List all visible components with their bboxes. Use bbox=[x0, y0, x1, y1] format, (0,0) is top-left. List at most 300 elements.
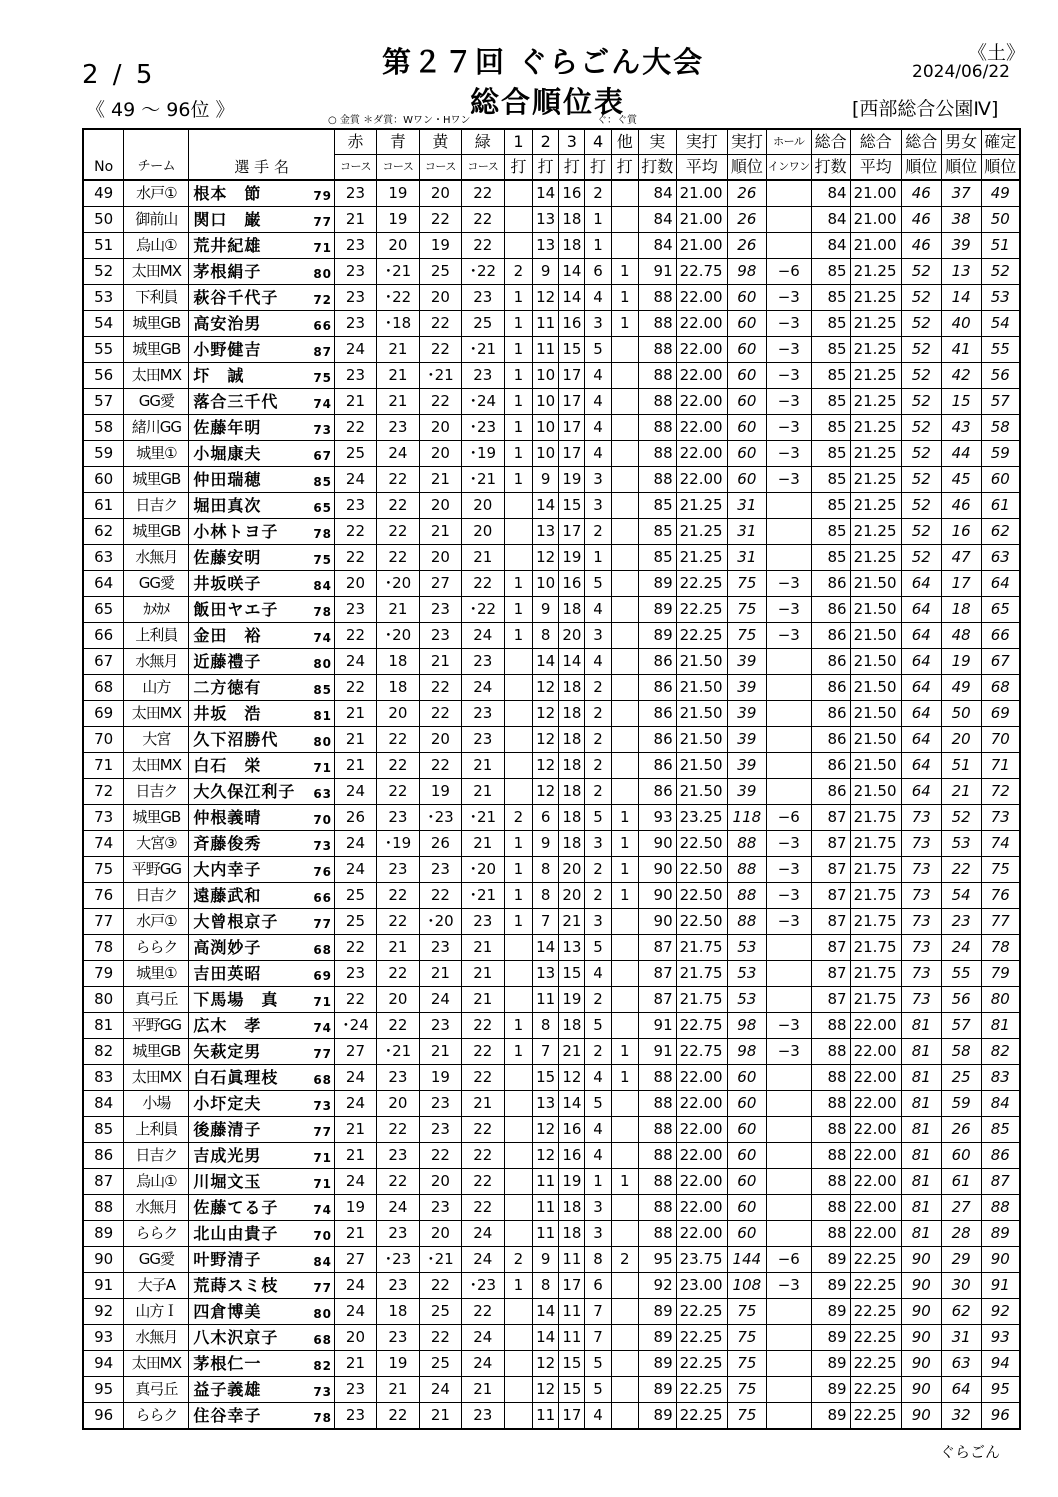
strokes-1: 1 bbox=[504, 389, 532, 415]
col-name: 選 手 名 bbox=[189, 129, 335, 180]
blue-score: 21 bbox=[376, 935, 419, 961]
total-average: 21.25 bbox=[850, 285, 901, 311]
actual-average: 22.00 bbox=[676, 415, 727, 441]
final-rank: 80 bbox=[981, 987, 1020, 1013]
player-name: 小圷定夫 bbox=[193, 1094, 262, 1113]
strokes-4: 5 bbox=[585, 1351, 611, 1377]
team-cell: 上利員 bbox=[124, 1117, 189, 1143]
player-age: 67 bbox=[313, 449, 333, 463]
total-average: 21.25 bbox=[850, 441, 901, 467]
strokes-3: 18 bbox=[559, 597, 585, 623]
strokes-1 bbox=[504, 233, 532, 259]
strokes-4: 1 bbox=[585, 233, 611, 259]
strokes-4: 5 bbox=[585, 1013, 611, 1039]
player-age: 69 bbox=[313, 969, 333, 983]
strokes-other bbox=[611, 1117, 638, 1143]
actual-average: 22.00 bbox=[676, 1117, 727, 1143]
actual-average: 22.00 bbox=[676, 1065, 727, 1091]
hole-in-one-bonus: −3 bbox=[766, 441, 811, 467]
player-name-cell bbox=[189, 1247, 335, 1273]
actual-average: 21.50 bbox=[676, 675, 727, 701]
strokes-3: 18 bbox=[559, 1221, 585, 1247]
player-name: 吉田英昭 bbox=[193, 964, 262, 983]
strokes-3: 11 bbox=[559, 1325, 585, 1351]
total-rank: 64 bbox=[901, 597, 941, 623]
strokes-other bbox=[611, 1143, 638, 1169]
strokes-1: 2 bbox=[504, 259, 532, 285]
player-name: 荒井紀雄 bbox=[193, 236, 262, 255]
red-score: 21 bbox=[335, 1221, 377, 1247]
strokes-1 bbox=[504, 1403, 532, 1430]
yellow-score: 22 bbox=[419, 701, 461, 727]
total-rank: 64 bbox=[901, 675, 941, 701]
strokes-other bbox=[611, 935, 638, 961]
final-rank: 62 bbox=[981, 519, 1020, 545]
strokes-2: 11 bbox=[533, 987, 559, 1013]
hole-in-one-bonus bbox=[766, 207, 811, 233]
strokes-4: 5 bbox=[585, 337, 611, 363]
actual-rank: 60 bbox=[727, 389, 766, 415]
green-score: 22 bbox=[461, 180, 504, 207]
total-average: 21.50 bbox=[850, 701, 901, 727]
red-score: 23 bbox=[335, 233, 377, 259]
yellow-score: 19 bbox=[419, 1065, 461, 1091]
table-row bbox=[83, 727, 1020, 753]
actual-average: 22.00 bbox=[676, 285, 727, 311]
strokes-other bbox=[611, 493, 638, 519]
green-score: 21 bbox=[461, 1377, 504, 1403]
strokes-3: 21 bbox=[559, 1039, 585, 1065]
team-cell: 水無月 bbox=[124, 649, 189, 675]
blue-score: 22 bbox=[376, 961, 419, 987]
strokes-3: 15 bbox=[559, 961, 585, 987]
strokes-other bbox=[611, 1013, 638, 1039]
table-row bbox=[83, 441, 1020, 467]
actual-rank: 31 bbox=[727, 545, 766, 571]
player-name: 川堀文玉 bbox=[193, 1172, 262, 1191]
player-age: 71 bbox=[313, 241, 333, 255]
hole-in-one-bonus bbox=[766, 727, 811, 753]
player-name: 大内幸子 bbox=[193, 860, 262, 879]
red-score: 21 bbox=[335, 753, 377, 779]
total-rank: 52 bbox=[901, 519, 941, 545]
table-row bbox=[83, 311, 1020, 337]
hole-in-one-bonus: −3 bbox=[766, 571, 811, 597]
player-name-cell bbox=[189, 1377, 335, 1403]
strokes-4: 4 bbox=[585, 363, 611, 389]
yellow-score: 21 bbox=[419, 649, 461, 675]
no-cell: 82 bbox=[83, 1039, 124, 1065]
strokes-2: 15 bbox=[533, 1065, 559, 1091]
strokes-4: 5 bbox=[585, 935, 611, 961]
team-cell: ららク bbox=[124, 1403, 189, 1430]
strokes-3: 12 bbox=[559, 1065, 585, 1091]
gender-rank: 64 bbox=[941, 1377, 981, 1403]
strokes-4: 4 bbox=[585, 961, 611, 987]
red-score: 26 bbox=[335, 805, 377, 831]
total-strokes: 85 bbox=[811, 337, 850, 363]
strokes-1 bbox=[504, 1169, 532, 1195]
table-row bbox=[83, 831, 1020, 857]
player-name: 茅根絹子 bbox=[193, 262, 262, 281]
total-strokes: 85 bbox=[811, 415, 850, 441]
strokes-1: 1 bbox=[504, 857, 532, 883]
final-rank: 49 bbox=[981, 180, 1020, 207]
total-rank: 81 bbox=[901, 1169, 941, 1195]
total-strokes: 88 bbox=[811, 1013, 850, 1039]
actual-strokes: 90 bbox=[638, 909, 676, 935]
no-cell: 75 bbox=[83, 857, 124, 883]
total-rank: 73 bbox=[901, 883, 941, 909]
total-rank: 52 bbox=[901, 363, 941, 389]
team-cell: 緒川GG bbox=[124, 415, 189, 441]
actual-strokes: 86 bbox=[638, 727, 676, 753]
strokes-4: 4 bbox=[585, 649, 611, 675]
table-row bbox=[83, 1195, 1020, 1221]
green-score: ･21 bbox=[461, 883, 504, 909]
col-green-sub: コース bbox=[461, 155, 504, 181]
green-score: ･23 bbox=[461, 415, 504, 441]
total-average: 22.25 bbox=[850, 1299, 901, 1325]
total-average: 22.00 bbox=[850, 1169, 901, 1195]
gender-rank: 40 bbox=[941, 311, 981, 337]
actual-rank: 60 bbox=[727, 1221, 766, 1247]
player-name: 北山由貴子 bbox=[193, 1224, 279, 1243]
team-cell: 城里GB bbox=[124, 805, 189, 831]
player-name: 根本 節 bbox=[193, 184, 262, 203]
total-rank: 52 bbox=[901, 337, 941, 363]
gender-rank: 31 bbox=[941, 1325, 981, 1351]
table-row bbox=[83, 649, 1020, 675]
actual-rank: 60 bbox=[727, 1091, 766, 1117]
final-rank: 84 bbox=[981, 1091, 1020, 1117]
actual-average: 21.50 bbox=[676, 753, 727, 779]
actual-strokes: 91 bbox=[638, 1039, 676, 1065]
actual-rank: 26 bbox=[727, 180, 766, 207]
strokes-4: 2 bbox=[585, 519, 611, 545]
green-score: 22 bbox=[461, 1143, 504, 1169]
player-name: 仲田瑞穂 bbox=[193, 470, 262, 489]
strokes-other bbox=[611, 1091, 638, 1117]
strokes-4: 1 bbox=[585, 545, 611, 571]
total-strokes: 89 bbox=[811, 1299, 850, 1325]
total-rank: 81 bbox=[901, 1065, 941, 1091]
actual-rank: 75 bbox=[727, 623, 766, 649]
player-name: 小野健吉 bbox=[193, 340, 262, 359]
blue-score: ･22 bbox=[376, 285, 419, 311]
total-rank: 81 bbox=[901, 1221, 941, 1247]
blue-score: 22 bbox=[376, 1169, 419, 1195]
total-rank: 73 bbox=[901, 857, 941, 883]
blue-score: 22 bbox=[376, 753, 419, 779]
player-age: 68 bbox=[313, 1333, 333, 1347]
strokes-4: 4 bbox=[585, 1117, 611, 1143]
strokes-other bbox=[611, 207, 638, 233]
col-actual: 実 bbox=[638, 129, 676, 155]
hole-in-one-bonus: −6 bbox=[766, 259, 811, 285]
col-yellow-sub: コース bbox=[419, 155, 461, 181]
green-score: 23 bbox=[461, 1403, 504, 1430]
col-total: 総合 bbox=[811, 129, 850, 155]
table-row bbox=[83, 961, 1020, 987]
strokes-4: 4 bbox=[585, 441, 611, 467]
total-average: 22.00 bbox=[850, 1117, 901, 1143]
yellow-score: 27 bbox=[419, 571, 461, 597]
no-cell: 92 bbox=[83, 1299, 124, 1325]
total-rank: 52 bbox=[901, 389, 941, 415]
player-age: 75 bbox=[313, 371, 333, 385]
col-rank: 実打 bbox=[727, 129, 766, 155]
gender-rank: 47 bbox=[941, 545, 981, 571]
total-average: 21.25 bbox=[850, 467, 901, 493]
strokes-2: 14 bbox=[533, 180, 559, 207]
table-row bbox=[83, 597, 1020, 623]
red-score: 21 bbox=[335, 701, 377, 727]
final-rank: 95 bbox=[981, 1377, 1020, 1403]
player-age: 74 bbox=[313, 1021, 333, 1035]
yellow-score: ･20 bbox=[419, 909, 461, 935]
hole-in-one-bonus: −6 bbox=[766, 805, 811, 831]
hole-in-one-bonus: −3 bbox=[766, 1039, 811, 1065]
total-average: 21.50 bbox=[850, 649, 901, 675]
red-score: 24 bbox=[335, 1169, 377, 1195]
strokes-3: 19 bbox=[559, 987, 585, 1013]
yellow-score: 22 bbox=[419, 1325, 461, 1351]
blue-score: ･20 bbox=[376, 623, 419, 649]
strokes-2: 13 bbox=[533, 961, 559, 987]
player-name-cell bbox=[189, 363, 335, 389]
strokes-2: 10 bbox=[533, 363, 559, 389]
table-row bbox=[83, 207, 1020, 233]
player-name-cell bbox=[189, 1143, 335, 1169]
gender-rank: 38 bbox=[941, 207, 981, 233]
actual-rank: 98 bbox=[727, 1039, 766, 1065]
strokes-4: 4 bbox=[585, 1143, 611, 1169]
team-cell: 城里GB bbox=[124, 519, 189, 545]
strokes-3: 15 bbox=[559, 1351, 585, 1377]
table-row bbox=[83, 1091, 1020, 1117]
no-cell: 94 bbox=[83, 1351, 124, 1377]
blue-score: 20 bbox=[376, 233, 419, 259]
actual-rank: 39 bbox=[727, 727, 766, 753]
final-rank: 60 bbox=[981, 467, 1020, 493]
actual-strokes: 95 bbox=[638, 1247, 676, 1273]
gender-rank: 29 bbox=[941, 1247, 981, 1273]
strokes-1 bbox=[504, 1195, 532, 1221]
player-age: 70 bbox=[313, 813, 333, 827]
yellow-score: 22 bbox=[419, 753, 461, 779]
actual-average: 21.75 bbox=[676, 987, 727, 1013]
strokes-other bbox=[611, 337, 638, 363]
player-age: 68 bbox=[313, 943, 333, 957]
actual-average: 21.25 bbox=[676, 493, 727, 519]
strokes-other: 1 bbox=[611, 883, 638, 909]
final-rank: 90 bbox=[981, 1247, 1020, 1273]
table-row bbox=[83, 935, 1020, 961]
team-cell: 日吉ク bbox=[124, 779, 189, 805]
player-age: 68 bbox=[313, 1073, 333, 1087]
player-age: 78 bbox=[313, 527, 333, 541]
strokes-3: 17 bbox=[559, 415, 585, 441]
total-strokes: 87 bbox=[811, 883, 850, 909]
yellow-score: 23 bbox=[419, 623, 461, 649]
green-score: 21 bbox=[461, 935, 504, 961]
player-name: 井坂咲子 bbox=[193, 574, 262, 593]
yellow-score: ･21 bbox=[419, 1247, 461, 1273]
player-name-cell bbox=[189, 233, 335, 259]
strokes-other bbox=[611, 571, 638, 597]
no-cell: 51 bbox=[83, 233, 124, 259]
player-name: 高安治男 bbox=[193, 314, 262, 333]
final-rank: 89 bbox=[981, 1221, 1020, 1247]
player-age: 80 bbox=[313, 1307, 333, 1321]
green-score: 22 bbox=[461, 1195, 504, 1221]
total-average: 21.25 bbox=[850, 545, 901, 571]
gender-rank: 41 bbox=[941, 337, 981, 363]
gender-rank: 17 bbox=[941, 571, 981, 597]
player-age: 85 bbox=[313, 475, 333, 489]
hole-in-one-bonus bbox=[766, 1117, 811, 1143]
total-rank: 52 bbox=[901, 259, 941, 285]
no-cell: 79 bbox=[83, 961, 124, 987]
player-name-cell bbox=[189, 1351, 335, 1377]
strokes-other bbox=[611, 987, 638, 1013]
total-strokes: 89 bbox=[811, 1325, 850, 1351]
red-score: 25 bbox=[335, 909, 377, 935]
strokes-other bbox=[611, 1351, 638, 1377]
yellow-score: 23 bbox=[419, 1091, 461, 1117]
yellow-score: 22 bbox=[419, 1143, 461, 1169]
red-score: 25 bbox=[335, 441, 377, 467]
team-cell: 水無月 bbox=[124, 1195, 189, 1221]
player-age: 73 bbox=[313, 839, 333, 853]
total-strokes: 86 bbox=[811, 727, 850, 753]
red-score: 23 bbox=[335, 311, 377, 337]
player-name-cell bbox=[189, 180, 335, 207]
strokes-other bbox=[611, 597, 638, 623]
total-strokes: 85 bbox=[811, 363, 850, 389]
strokes-4: 5 bbox=[585, 805, 611, 831]
rank-range: 《 49 ～ 96位 》 bbox=[86, 99, 235, 121]
hole-in-one-bonus bbox=[766, 233, 811, 259]
total-average: 21.25 bbox=[850, 519, 901, 545]
strokes-other bbox=[611, 753, 638, 779]
strokes-1: 1 bbox=[504, 571, 532, 597]
table-row bbox=[83, 1065, 1020, 1091]
yellow-score: 20 bbox=[419, 180, 461, 207]
green-score: ･21 bbox=[461, 337, 504, 363]
hole-in-one-bonus bbox=[766, 675, 811, 701]
table-row bbox=[83, 909, 1020, 935]
strokes-1: 1 bbox=[504, 363, 532, 389]
gender-rank: 53 bbox=[941, 831, 981, 857]
strokes-other bbox=[611, 675, 638, 701]
player-name: 井坂 浩 bbox=[193, 704, 262, 723]
player-name: 広木 孝 bbox=[193, 1016, 262, 1035]
total-rank: 90 bbox=[901, 1377, 941, 1403]
strokes-4: 3 bbox=[585, 467, 611, 493]
strokes-3: 18 bbox=[559, 233, 585, 259]
total-strokes: 86 bbox=[811, 779, 850, 805]
yellow-score: ･23 bbox=[419, 805, 461, 831]
no-cell: 89 bbox=[83, 1221, 124, 1247]
actual-strokes: 86 bbox=[638, 753, 676, 779]
strokes-2: 11 bbox=[533, 337, 559, 363]
final-rank: 88 bbox=[981, 1195, 1020, 1221]
hole-in-one-bonus bbox=[766, 649, 811, 675]
total-strokes: 88 bbox=[811, 1065, 850, 1091]
col-mf: 男女 bbox=[941, 129, 981, 155]
strokes-other bbox=[611, 467, 638, 493]
gender-rank: 20 bbox=[941, 727, 981, 753]
total-average: 22.00 bbox=[850, 1221, 901, 1247]
strokes-3: 13 bbox=[559, 935, 585, 961]
strokes-2: 6 bbox=[533, 805, 559, 831]
strokes-other bbox=[611, 545, 638, 571]
team-cell: 上利員 bbox=[124, 623, 189, 649]
strokes-2: 12 bbox=[533, 545, 559, 571]
player-name-cell bbox=[189, 753, 335, 779]
strokes-1 bbox=[504, 207, 532, 233]
total-rank: 52 bbox=[901, 493, 941, 519]
total-average: 21.25 bbox=[850, 363, 901, 389]
final-rank: 64 bbox=[981, 571, 1020, 597]
gender-rank: 63 bbox=[941, 1351, 981, 1377]
gender-rank: 39 bbox=[941, 233, 981, 259]
red-score: 23 bbox=[335, 180, 377, 207]
table-row bbox=[83, 701, 1020, 727]
col-blue: 青 bbox=[376, 129, 419, 155]
player-name: 堀田真次 bbox=[193, 496, 262, 515]
team-cell: 平野GG bbox=[124, 857, 189, 883]
gender-rank: 52 bbox=[941, 805, 981, 831]
strokes-3: 19 bbox=[559, 467, 585, 493]
actual-rank: 60 bbox=[727, 467, 766, 493]
actual-average: 22.00 bbox=[676, 1143, 727, 1169]
gender-rank: 32 bbox=[941, 1403, 981, 1430]
strokes-1 bbox=[504, 1325, 532, 1351]
green-score: 22 bbox=[461, 1039, 504, 1065]
actual-average: 23.00 bbox=[676, 1273, 727, 1299]
gender-rank: 58 bbox=[941, 1039, 981, 1065]
gender-rank: 43 bbox=[941, 415, 981, 441]
player-age: 71 bbox=[313, 1151, 333, 1165]
final-rank: 71 bbox=[981, 753, 1020, 779]
strokes-other bbox=[611, 1325, 638, 1351]
team-cell: 城里① bbox=[124, 961, 189, 987]
blue-score: 19 bbox=[376, 1351, 419, 1377]
actual-rank: 75 bbox=[727, 1299, 766, 1325]
strokes-other bbox=[611, 1299, 638, 1325]
hole-in-one-bonus bbox=[766, 1299, 811, 1325]
total-rank: 81 bbox=[901, 1013, 941, 1039]
actual-rank: 31 bbox=[727, 519, 766, 545]
gu-award-legend: ぐ：ぐ賞 bbox=[597, 115, 637, 126]
actual-average: 22.00 bbox=[676, 311, 727, 337]
yellow-score: 21 bbox=[419, 961, 461, 987]
strokes-2: 12 bbox=[533, 727, 559, 753]
strokes-3: 19 bbox=[559, 545, 585, 571]
blue-score: 22 bbox=[376, 1013, 419, 1039]
green-score: ･20 bbox=[461, 857, 504, 883]
no-cell: 90 bbox=[83, 1247, 124, 1273]
yellow-score: 19 bbox=[419, 779, 461, 805]
col-blue-sub: コース bbox=[376, 155, 419, 181]
actual-strokes: 89 bbox=[638, 1351, 676, 1377]
strokes-2: 7 bbox=[533, 909, 559, 935]
red-score: 23 bbox=[335, 597, 377, 623]
strokes-1 bbox=[504, 935, 532, 961]
